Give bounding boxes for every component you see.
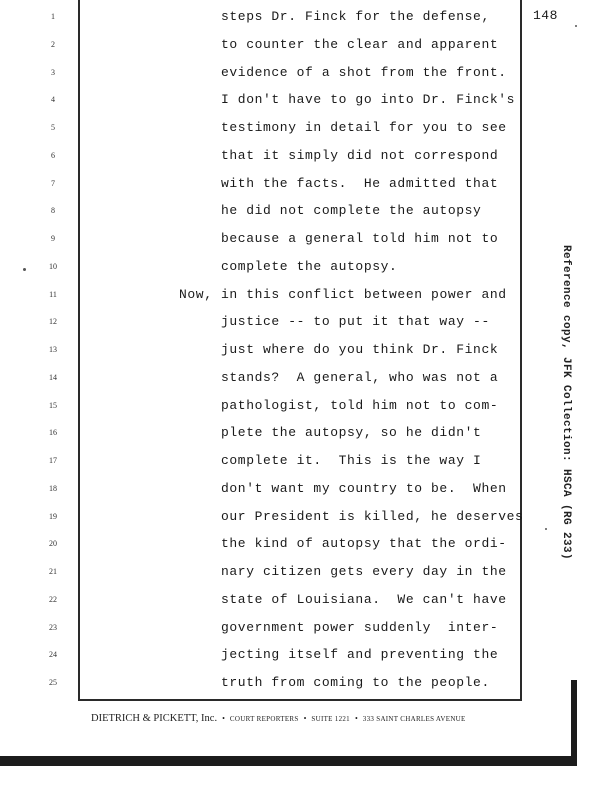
line-number: 12 [49, 317, 57, 327]
transcript-line: he did not complete the autopsy [221, 203, 482, 219]
line-number: 13 [49, 345, 57, 354]
line-number: 16 [49, 428, 57, 438]
left-margin-rule [78, 0, 80, 700]
transcript-line: to counter the clear and apparent [221, 36, 499, 52]
transcript-line: justice -- to put it that way -- [221, 314, 490, 330]
page-number: 148 [533, 8, 558, 23]
scan-edge-bottom [0, 756, 575, 766]
line-number: 7 [51, 178, 55, 188]
transcript-line: pathologist, told him not to com- [221, 397, 499, 413]
transcript-line: jecting itself and preventing the [221, 647, 499, 663]
transcript-line: steps Dr. Finck for the defense, [221, 9, 490, 24]
archive-reference-stamp: Reference copy, JFK Collection: HSCA (RG 233) [560, 245, 572, 561]
scan-edge-right [571, 680, 577, 766]
line-number: 17 [49, 456, 57, 465]
line-number: 1 [51, 12, 55, 21]
right-margin-rule [520, 0, 522, 700]
transcript-line: complete it. This is the way I [221, 453, 482, 468]
transcript-line: because a general told him not to [221, 231, 499, 246]
line-number: 10 [49, 261, 57, 271]
line-number: 14 [49, 372, 57, 382]
transcript-line: don't want my country to be. When [221, 480, 507, 496]
line-number: 23 [49, 622, 57, 632]
line-number: 2 [51, 39, 55, 49]
scan-speck [575, 25, 577, 27]
transcript-line: state of Louisiana. We can't have [221, 591, 507, 607]
footer-firm: DIETRICH & PICKETT, Inc. [91, 713, 218, 724]
scan-speck [23, 268, 26, 271]
line-number: 5 [51, 123, 55, 132]
transcript-line: stands? A general, who was not a [221, 369, 499, 385]
transcript-line: the kind of autopsy that the ordi- [221, 536, 507, 552]
line-number: 24 [49, 650, 57, 660]
line-number: 25 [49, 678, 57, 687]
bottom-rule [78, 699, 522, 701]
transcript-line: Now, in this conflict between power and [179, 286, 507, 302]
line-number: 6 [51, 150, 55, 160]
transcript-line: that it simply did not correspond [221, 147, 499, 163]
transcript-line: complete the autopsy. [221, 258, 398, 274]
line-number: 21 [49, 567, 57, 576]
line-number: 4 [51, 95, 55, 105]
transcript-line: truth from coming to the people. [221, 675, 490, 690]
line-number: 9 [51, 234, 55, 243]
line-number: 18 [49, 483, 57, 493]
scan-speck [545, 528, 547, 530]
line-number: 20 [49, 539, 57, 549]
footer-address: 333 SAINT CHARLES AVENUE [362, 715, 466, 723]
transcript-line: I don't have to go into Dr. Finck's [221, 92, 516, 108]
line-number: 19 [49, 511, 57, 521]
line-number: 22 [49, 594, 57, 604]
footer-role: COURT REPORTERS [229, 715, 299, 723]
transcript-line: evidence of a shot from the front. [221, 64, 507, 80]
line-number: 3 [51, 67, 55, 77]
line-number: 11 [49, 289, 57, 299]
transcript-line: just where do you think Dr. Finck [221, 342, 499, 357]
line-number: 8 [51, 206, 55, 216]
transcript-line: government power suddenly inter- [221, 619, 499, 635]
transcript-line: plete the autopsy, so he didn't [221, 425, 482, 441]
transcript-line: our President is killed, he deserves [221, 508, 524, 524]
line-number: 15 [49, 400, 57, 410]
transcript-line: testimony in detail for you to see [221, 120, 507, 135]
transcript-line: with the facts. He admitted that [221, 175, 499, 191]
footer: DIETRICH & PICKETT, Inc. • COURT REPORTERS • SUITE 1221 • 333 SAINT CHARLES AVENUE [91, 713, 466, 724]
transcript-line: nary citizen gets every day in the [221, 564, 507, 579]
footer-suite: SUITE 1221 [311, 715, 350, 723]
